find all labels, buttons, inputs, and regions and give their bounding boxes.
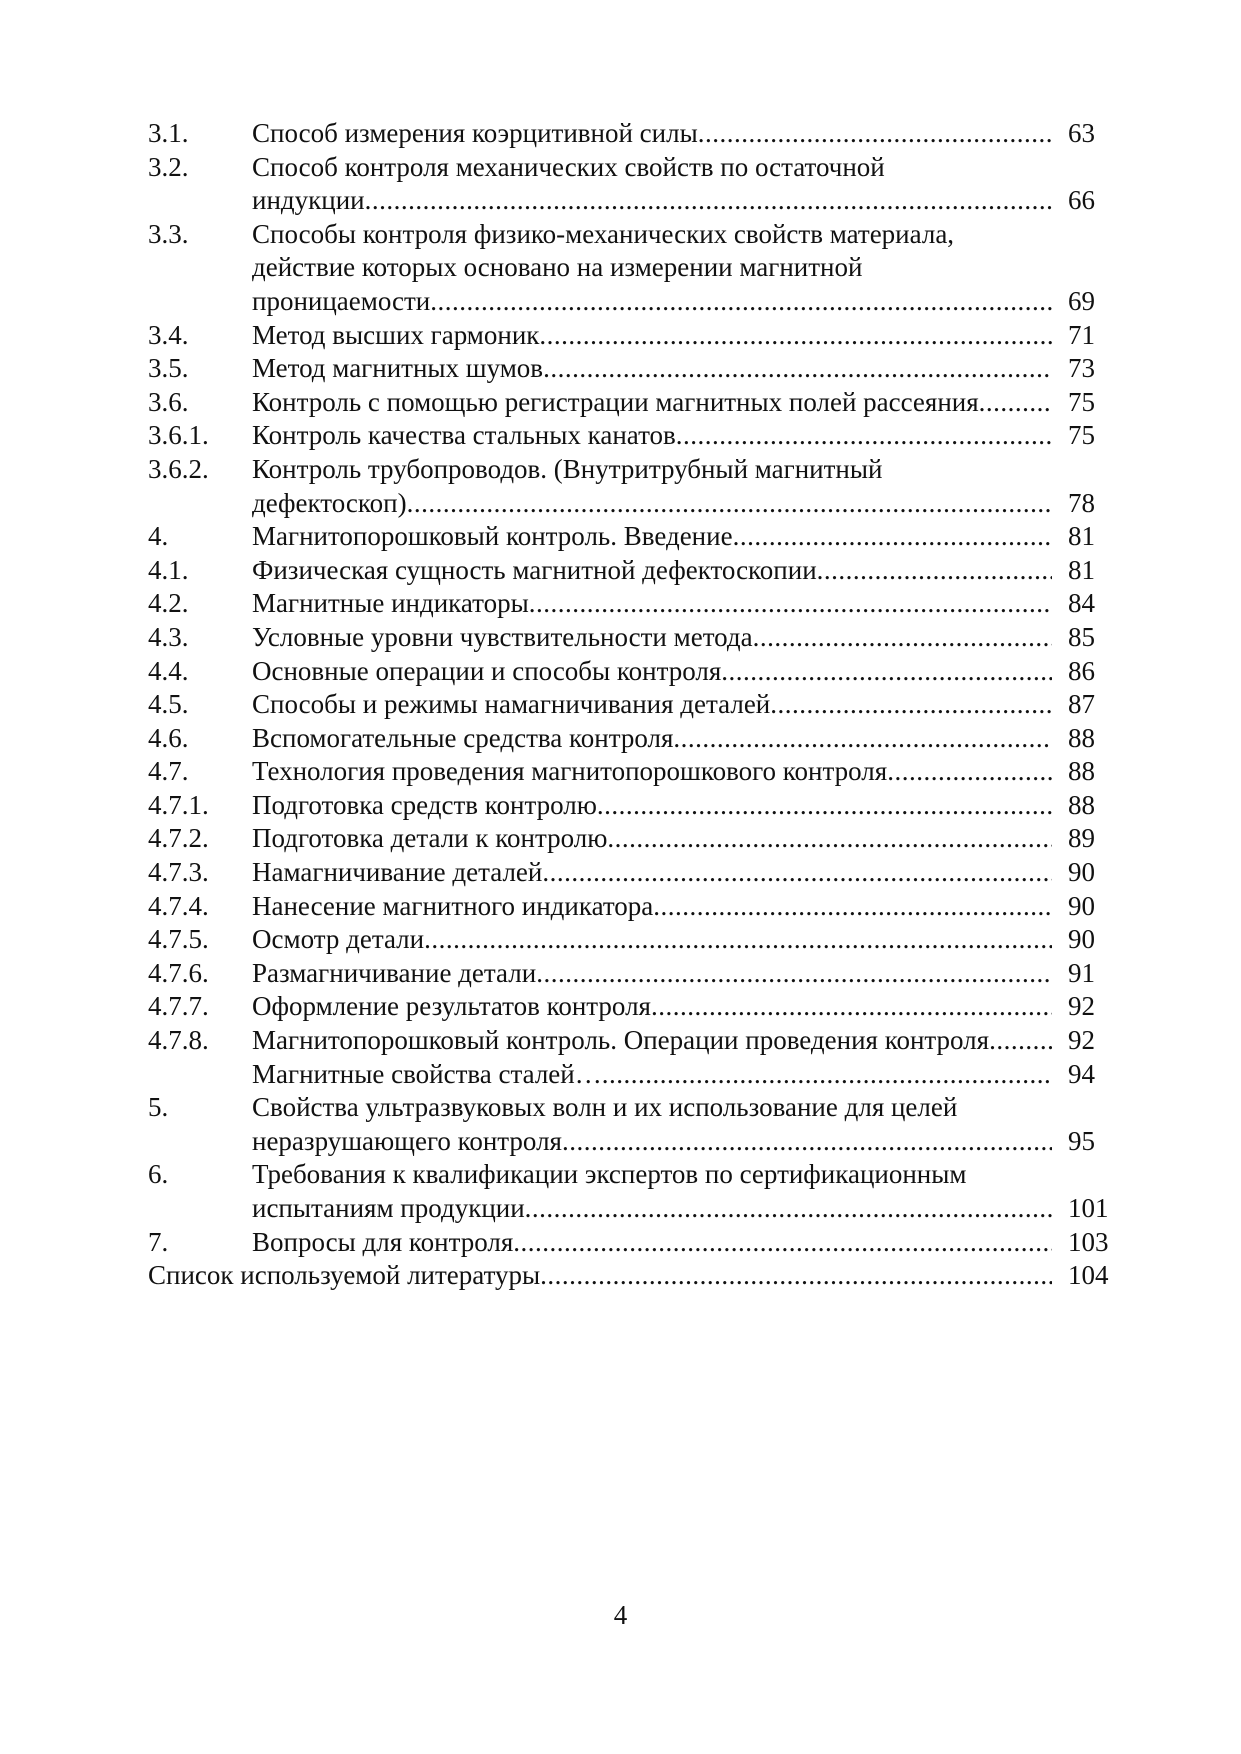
toc-entry-title: Условные уровни чувствительности метода ..... bbox=[252, 621, 1052, 655]
toc-entry-title: Размагничивание детали ..... bbox=[252, 957, 1052, 991]
toc-entry-number: 3.6.2. bbox=[148, 453, 209, 484]
toc-entry-page: 88 bbox=[1068, 789, 1095, 820]
toc-entry-page: 92 bbox=[1068, 991, 1095, 1022]
toc-line bbox=[148, 587, 1118, 621]
toc-entry-number: 4.1. bbox=[148, 554, 189, 585]
toc-entry-title: Требования к квалификации экспертов по сертификационным bbox=[252, 1159, 967, 1190]
toc-entry-page: 73 bbox=[1068, 353, 1095, 384]
toc-entry-page: 88 bbox=[1068, 722, 1095, 753]
toc-entry-title: Список используемой литературы ..... bbox=[148, 1259, 1052, 1293]
toc-line bbox=[148, 1158, 1118, 1192]
toc-entry-title: Магнитные индикаторы ..... bbox=[252, 587, 1052, 621]
toc-entry-title: Подготовка детали к контролю ..... bbox=[252, 822, 1052, 856]
toc-entry-title: Осмотр детали ..... bbox=[252, 923, 1052, 957]
toc-line bbox=[148, 218, 1118, 252]
toc-line bbox=[148, 655, 1118, 689]
toc-line bbox=[148, 151, 1118, 185]
toc-entry-title: действие которых основано на измерении магнитной bbox=[252, 252, 863, 283]
toc-entry-title: проницаемости ..... bbox=[252, 285, 1052, 319]
toc-entry-title: Подготовка средств контролю ..... bbox=[252, 789, 1052, 823]
toc-entry-title: Контроль качества стальных канатов ..... bbox=[252, 419, 1052, 453]
toc-line bbox=[148, 319, 1118, 353]
toc-entry-number: 3.5. bbox=[148, 353, 189, 384]
toc-line bbox=[148, 184, 1118, 218]
toc-entry-title: Способы контроля физико-механических свойств материала, bbox=[252, 218, 955, 249]
toc-entry-page: 103 bbox=[1068, 1226, 1109, 1257]
toc-entry-page: 92 bbox=[1068, 1025, 1095, 1056]
toc-line bbox=[148, 117, 1118, 151]
toc-entry-number: 4.7.6. bbox=[148, 957, 209, 988]
toc-line bbox=[148, 1125, 1118, 1159]
toc-entry-number: 3.6. bbox=[148, 386, 189, 417]
table-of-contents bbox=[148, 117, 1118, 1293]
toc-entry-page: 88 bbox=[1068, 756, 1095, 787]
toc-entry-title: Вспомогательные средства контроля ..... bbox=[252, 722, 1052, 756]
toc-entry-page: 91 bbox=[1068, 957, 1095, 988]
toc-entry-page: 71 bbox=[1068, 319, 1095, 350]
toc-entry-title: Магнитопорошковый контроль. Операции проведения контроля ..... bbox=[252, 1024, 1052, 1058]
toc-entry-number: 4.7.3. bbox=[148, 857, 209, 888]
toc-entry-title: Физическая сущность магнитной дефектоскопии ..... bbox=[252, 554, 1052, 588]
toc-entry-title: Магнитопорошковый контроль. Введение ..... bbox=[252, 520, 1052, 554]
toc-line bbox=[148, 1058, 1118, 1092]
toc-entry-number: 3.4. bbox=[148, 319, 189, 350]
toc-entry-title: Способы и режимы намагничивания деталей ..... bbox=[252, 688, 1052, 722]
toc-line bbox=[148, 822, 1118, 856]
toc-entry-page: 63 bbox=[1068, 118, 1095, 148]
toc-entry-number: 4.3. bbox=[148, 621, 189, 652]
toc-entry-number: 6. bbox=[148, 1159, 169, 1190]
toc-entry-number: 7. bbox=[148, 1226, 169, 1257]
toc-entry-number: 4.7.4. bbox=[148, 890, 209, 921]
toc-line bbox=[148, 688, 1118, 722]
toc-line bbox=[148, 554, 1118, 588]
toc-entry-number: 4. bbox=[148, 521, 169, 552]
toc-line bbox=[148, 1259, 1118, 1293]
toc-entry-page: 87 bbox=[1068, 689, 1095, 720]
toc-entry-title: Свойства ультразвуковых волн и их использование для целей bbox=[252, 1092, 958, 1123]
toc-entry-page: 101 bbox=[1068, 1193, 1109, 1223]
toc-line bbox=[148, 352, 1118, 386]
toc-line bbox=[148, 856, 1118, 890]
toc-line bbox=[148, 487, 1118, 521]
toc-line bbox=[148, 1226, 1118, 1260]
toc-entry-page: 84 bbox=[1068, 588, 1095, 619]
toc-line bbox=[148, 1192, 1118, 1226]
toc-line bbox=[148, 453, 1118, 487]
toc-entry-page: 69 bbox=[1068, 285, 1095, 316]
toc-entry-number: 3.3. bbox=[148, 218, 189, 249]
toc-entry-title: Способ контроля механических свойств по остаточной bbox=[252, 151, 885, 182]
toc-line bbox=[148, 520, 1118, 554]
toc-entry-page: 81 bbox=[1068, 554, 1095, 585]
toc-entry-page: 85 bbox=[1068, 621, 1095, 652]
toc-entry-page: 75 bbox=[1068, 386, 1095, 417]
toc-entry-title: Метод магнитных шумов ..... bbox=[252, 352, 1052, 386]
toc-entry-number: 4.7.8. bbox=[148, 1025, 209, 1056]
toc-entry-page: 78 bbox=[1068, 487, 1095, 518]
toc-entry-number: 3.1. bbox=[148, 118, 189, 148]
toc-entry-number: 4.6. bbox=[148, 722, 189, 753]
toc-line bbox=[148, 990, 1118, 1024]
toc-entry-page: 104 bbox=[1068, 1260, 1109, 1291]
toc-entry-title: неразрушающего контроля ..... bbox=[252, 1125, 1052, 1159]
toc-line bbox=[148, 755, 1118, 789]
toc-line bbox=[148, 1091, 1118, 1125]
toc-entry-number: 3.2. bbox=[148, 151, 189, 182]
toc-entry-number: 4.4. bbox=[148, 655, 189, 686]
toc-entry-number: 4.2. bbox=[148, 588, 189, 619]
toc-entry-page: 86 bbox=[1068, 655, 1095, 686]
toc-entry-title: Намагничивание деталей ..... bbox=[252, 856, 1052, 890]
page-number: 4 bbox=[613, 1600, 628, 1630]
toc-entry-page: 89 bbox=[1068, 823, 1095, 854]
toc-entry-title: Метод высших гармоник ..... bbox=[252, 319, 1052, 353]
toc-line bbox=[148, 923, 1118, 957]
toc-line bbox=[148, 957, 1118, 991]
toc-entry-title: Магнитные свойства сталей… ..... bbox=[252, 1058, 1052, 1092]
toc-entry-title: испытаниям продукции ..... bbox=[252, 1192, 1052, 1226]
toc-line bbox=[148, 285, 1118, 319]
toc-entry-number: 4.7.2. bbox=[148, 823, 209, 854]
toc-line bbox=[148, 1024, 1118, 1058]
toc-entry-page: 81 bbox=[1068, 521, 1095, 552]
toc-entry-page: 75 bbox=[1068, 420, 1095, 451]
toc-entry-title: Вопросы для контроля ..... bbox=[252, 1226, 1052, 1260]
toc-entry-page: 90 bbox=[1068, 924, 1095, 955]
toc-entry-page: 66 bbox=[1068, 185, 1095, 216]
toc-entry-title: Технология проведения магнитопорошкового контроля ..... bbox=[252, 755, 1052, 789]
toc-entry-title: Оформление результатов контроля ..... bbox=[252, 990, 1052, 1024]
toc-line bbox=[148, 722, 1118, 756]
toc-entry-number: 4.7.5. bbox=[148, 924, 209, 955]
toc-line bbox=[148, 890, 1118, 924]
toc-entry-number: 3.6.1. bbox=[148, 420, 209, 451]
toc-entry-number: 4.7.7. bbox=[148, 991, 209, 1022]
toc-entry-number: 4.5. bbox=[148, 689, 189, 720]
toc-line bbox=[148, 251, 1118, 285]
toc-line bbox=[148, 419, 1118, 453]
toc-entry-title: Нанесение магнитного индикатора ..... bbox=[252, 890, 1052, 924]
toc-entry-title: Основные операции и способы контроля ..... bbox=[252, 655, 1052, 689]
toc-entry-title: индукции ..... bbox=[252, 184, 1052, 218]
toc-entry-page: 95 bbox=[1068, 1125, 1095, 1156]
toc-entry-page: 94 bbox=[1068, 1058, 1095, 1089]
toc-entry-page: 90 bbox=[1068, 890, 1095, 921]
toc-entry-number: 4.7. bbox=[148, 756, 189, 787]
toc-entry-title: Контроль трубопроводов. (Внутритрубный магнитный bbox=[252, 453, 883, 484]
toc-line bbox=[148, 789, 1118, 823]
toc-entry-number: 5. bbox=[148, 1092, 169, 1123]
toc-entry-title: дефектоскоп) ..... bbox=[252, 487, 1052, 521]
toc-entry-page: 90 bbox=[1068, 857, 1095, 888]
toc-line bbox=[148, 621, 1118, 655]
toc-line bbox=[148, 386, 1118, 420]
toc-entry-title: Контроль с помощью регистрации магнитных полей рассеяния ..... bbox=[252, 386, 1052, 420]
toc-entry-number: 4.7.1. bbox=[148, 789, 209, 820]
toc-entry-title: Способ измерения коэрцитивной силы ..... bbox=[252, 117, 1052, 151]
